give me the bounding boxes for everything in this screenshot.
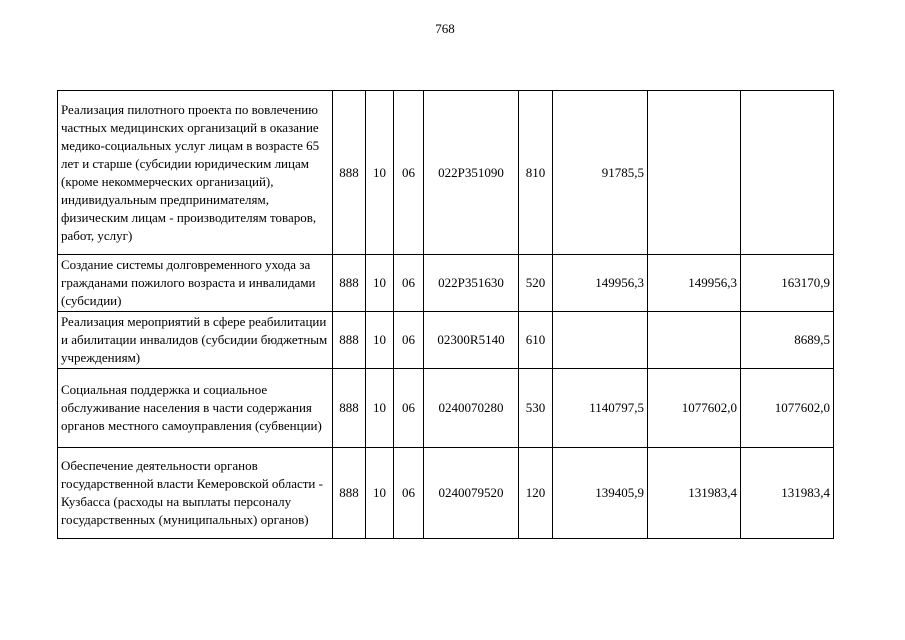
cell-name: Социальная поддержка и социальное обслуживание населения в части содержания органов местного самоуправления (субвенции) bbox=[58, 369, 333, 448]
cell-amount-year3: 131983,4 bbox=[741, 448, 834, 539]
cell-amount-year3: 8689,5 bbox=[741, 312, 834, 369]
cell-grbs: 888 bbox=[333, 369, 366, 448]
cell-amount-year2: 149956,3 bbox=[648, 255, 741, 312]
cell-expense-type: 120 bbox=[519, 448, 553, 539]
budget-table bbox=[57, 90, 834, 539]
cell-target-article: 022P351090 bbox=[424, 91, 519, 255]
cell-amount-year2 bbox=[648, 312, 741, 369]
cell-expense-type: 810 bbox=[519, 91, 553, 255]
cell-name: Реализация мероприятий в сфере реабилитации и абилитации инвалидов (субсидии бюджетным учреждениям) bbox=[58, 312, 333, 369]
cell-amount-year3: 163170,9 bbox=[741, 255, 834, 312]
cell-name: Создание системы долговременного ухода за гражданами пожилого возраста и инвалидами (субсидии) bbox=[58, 255, 333, 312]
cell-section: 10 bbox=[366, 369, 394, 448]
cell-grbs: 888 bbox=[333, 448, 366, 539]
cell-grbs: 888 bbox=[333, 255, 366, 312]
cell-amount-year1 bbox=[553, 312, 648, 369]
cell-target-article: 022P351630 bbox=[424, 255, 519, 312]
table-row bbox=[58, 255, 834, 312]
table-row bbox=[58, 312, 834, 369]
page-number: 768 bbox=[435, 21, 455, 36]
cell-section: 10 bbox=[366, 91, 394, 255]
cell-amount-year3: 1077602,0 bbox=[741, 369, 834, 448]
cell-amount-year1: 1140797,5 bbox=[553, 369, 648, 448]
cell-subsection: 06 bbox=[394, 255, 424, 312]
cell-amount-year1: 139405,9 bbox=[553, 448, 648, 539]
cell-amount-year2: 131983,4 bbox=[648, 448, 741, 539]
cell-expense-type: 520 bbox=[519, 255, 553, 312]
cell-subsection: 06 bbox=[394, 369, 424, 448]
cell-subsection: 06 bbox=[394, 91, 424, 255]
cell-expense-type: 530 bbox=[519, 369, 553, 448]
table-row bbox=[58, 448, 834, 539]
table-row bbox=[58, 91, 834, 255]
cell-subsection: 06 bbox=[394, 448, 424, 539]
cell-section: 10 bbox=[366, 448, 394, 539]
cell-amount-year1: 149956,3 bbox=[553, 255, 648, 312]
cell-section: 10 bbox=[366, 312, 394, 369]
cell-amount-year2: 1077602,0 bbox=[648, 369, 741, 448]
cell-grbs: 888 bbox=[333, 91, 366, 255]
cell-expense-type: 610 bbox=[519, 312, 553, 369]
cell-amount-year2 bbox=[648, 91, 741, 255]
cell-target-article: 0240079520 bbox=[424, 448, 519, 539]
cell-target-article: 02300R5140 bbox=[424, 312, 519, 369]
cell-name: Реализация пилотного проекта по вовлечению частных медицинских организаций в оказание медико-социальных услуг лицам в возрасте 65 лет и старше (субсидии юридическим лицам (кроме некоммерческих организаций), индивидуальным предпринимателям, физическим лицам - производителям товаров, работ, услуг) bbox=[58, 91, 333, 255]
cell-section: 10 bbox=[366, 255, 394, 312]
table-row bbox=[58, 369, 834, 448]
cell-target-article: 0240070280 bbox=[424, 369, 519, 448]
cell-subsection: 06 bbox=[394, 312, 424, 369]
cell-amount-year3 bbox=[741, 91, 834, 255]
cell-name: Обеспечение деятельности органов государственной власти Кемеровской области - Кузбасса (расходы на выплаты персоналу государственных (муниципальных) органов) bbox=[58, 448, 333, 539]
cell-grbs: 888 bbox=[333, 312, 366, 369]
cell-amount-year1: 91785,5 bbox=[553, 91, 648, 255]
